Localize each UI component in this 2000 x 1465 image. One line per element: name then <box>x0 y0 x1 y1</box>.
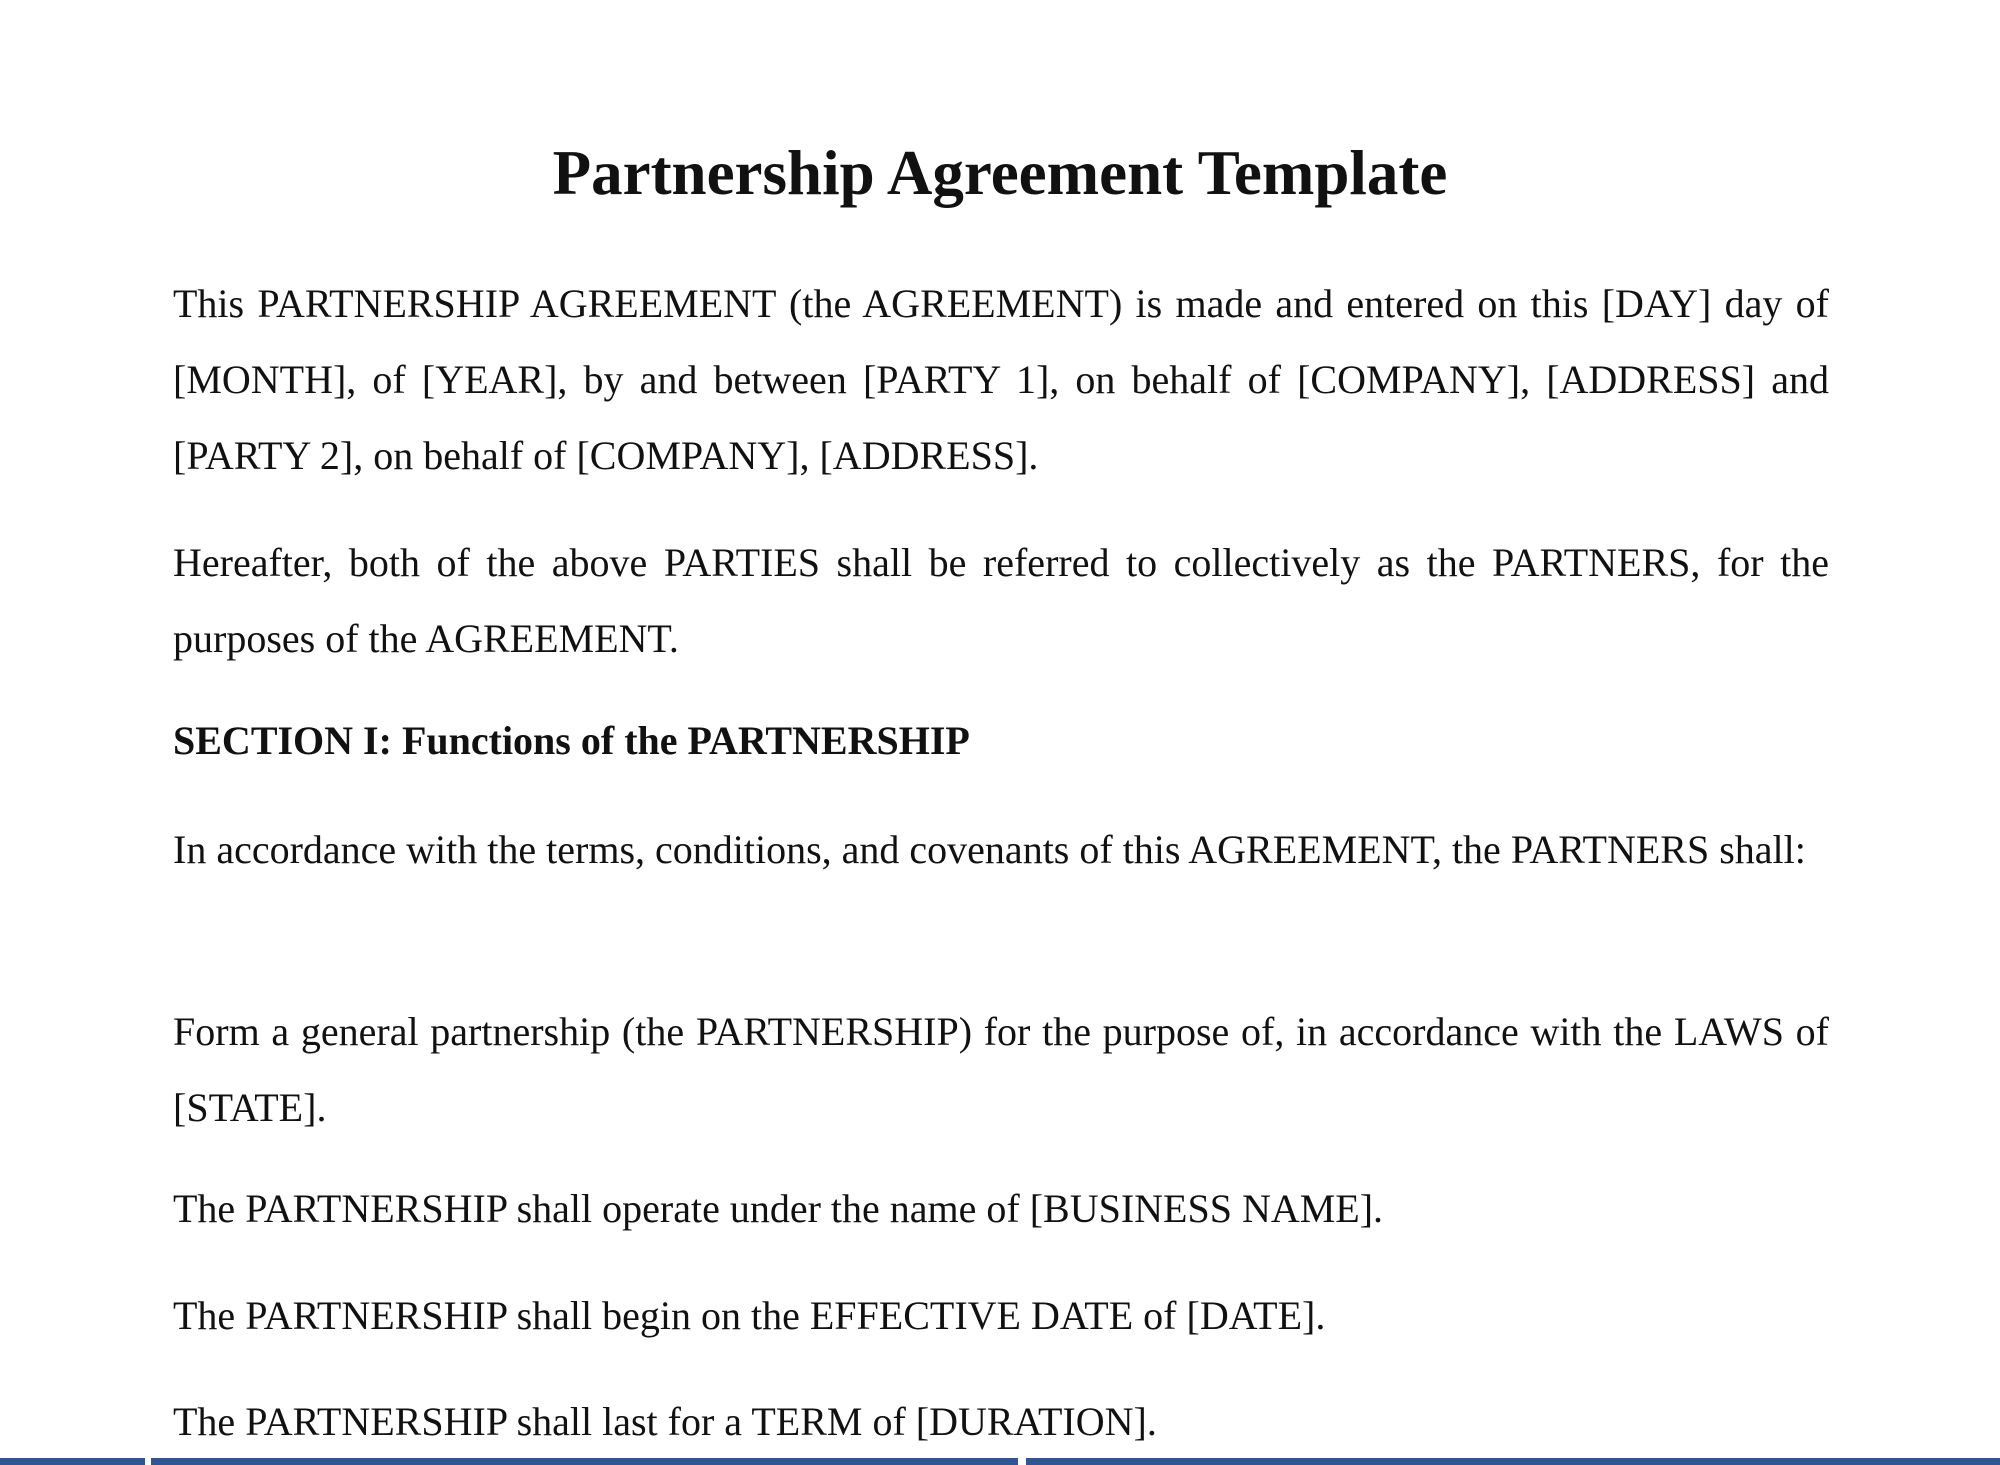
document-title: Partnership Agreement Template <box>552 138 1448 208</box>
bottom-divider-bar <box>151 1458 1018 1465</box>
section-paragraph: The PARTNERSHIP shall last for a TERM of [DURATION]. <box>173 1399 1157 1444</box>
section-paragraph: The PARTNERSHIP shall operate under the name of [BUSINESS NAME]. <box>173 1186 1384 1231</box>
bottom-divider-bar <box>1026 1458 2000 1465</box>
section-paragraph: In accordance with the terms, conditions, and covenants of this AGREEMENT, the PARTNERS shall: <box>173 827 1806 872</box>
section-paragraph: The PARTNERSHIP shall begin on the EFFECTIVE DATE of [DATE]. <box>173 1293 1326 1338</box>
parties-paragraph: Hereafter, both of the above PARTIES shall be referred to collectively as the PARTNERS, for the purposes of the AGREEMENT. <box>173 540 1829 661</box>
intro-paragraph: This PARTNERSHIP AGREEMENT (the AGREEMENT) is made and entered on this [DAY] day of [MONTH], of [YEAR], by and between [PARTY 1], on behalf of [COMPANY], [ADDRESS] and [PARTY 2], on behalf of [COMPANY], [ADDRESS]. <box>173 281 1829 478</box>
section-heading: SECTION I: Functions of the PARTNERSHIP <box>173 718 970 763</box>
bottom-divider-bar <box>0 1458 145 1465</box>
section-paragraph: Form a general partnership (the PARTNERSHIP) for the purpose of, in accordance with the LAWS of [STATE]. <box>173 1009 1829 1130</box>
